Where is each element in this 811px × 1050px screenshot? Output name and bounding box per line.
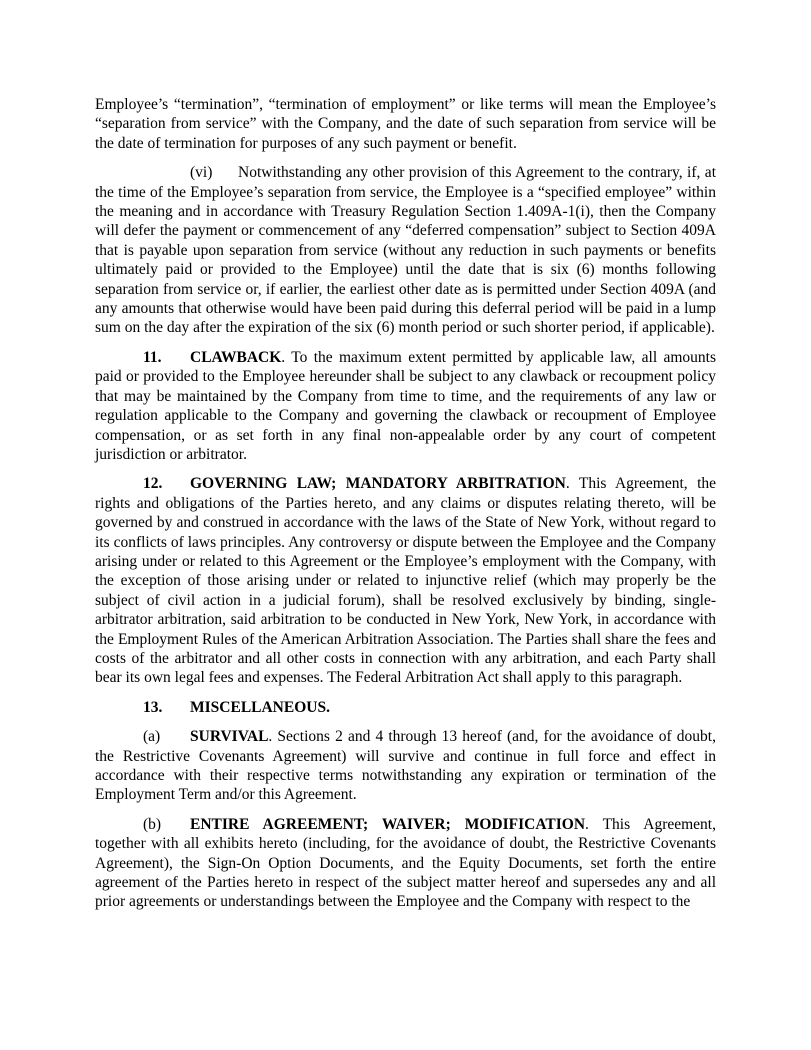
clause-label: (vi)	[190, 164, 213, 182]
subsection-heading: SURVIVAL	[190, 728, 269, 746]
subsection-a-survival	[95, 727, 716, 805]
paragraph-text: . To the maximum extent permitted by applicable law, all amounts paid or provided to the Employee hereunder shall be subject to any clawback or recoupment policy that may be maintained by the Company from time to time, and the requirements of any law or regulation applicable to the Company and governing the clawback or recoupment of Employee compensation, or as set forth in any final non-appealable order by any court of competent jurisdiction or arbitrator.	[95, 348, 716, 463]
clause-label: (b)	[143, 815, 162, 833]
paragraph-text: Employee’s “termination”, “termination of employment” or like terms will mean the Employee’s “separation from service” with the Company, and the date of such separation from service will be the date of termination for purposes of any such payment or benefit.	[95, 96, 716, 152]
section-number: 13.	[143, 698, 163, 716]
section-number: 12.	[143, 475, 163, 493]
paragraph-text: . Sections 2 and 4 through 13 hereof (and, for the avoidance of doubt, the Restrictive Covenants Agreement) will survive and continue in full force and effect in accordance with their respective terms notwithstanding any expiration or termination of the Employment Term and/or this Agreement.	[95, 728, 716, 804]
paragraph-text: Notwithstanding any other provision of this Agreement to the contrary, if, at the time of the Employee’s separation from service, the Employee is a “specified employee” within the meaning and in accordance with Treasury Regulation Section 1.409A-1(i), then the Company will defer the payment or commencement of any “deferred compensation” subject to Section 409A that is payable upon separation from service (without any reduction in such payments or benefits ultimately paid or provided to the Employee) until the date that is six (6) months following separation from service or, if earlier, the earliest other date as is permitted under Section 409A (and any amounts that otherwise would have been paid during this deferral period will be paid in a lump sum on the day after the expiration of the six (6) month period or such shorter period, if applicable).	[95, 164, 716, 337]
clause-label: (a)	[143, 728, 161, 746]
section-12-governing-law	[95, 474, 716, 687]
intro-paragraph	[95, 95, 716, 153]
section-number: 11.	[143, 348, 162, 366]
section-heading: GOVERNING LAW; MANDATORY ARBITRATION	[190, 475, 566, 493]
subsection-heading: ENTIRE AGREEMENT; WAIVER; MODIFICATION	[190, 815, 586, 833]
section-11-clawback	[95, 348, 716, 464]
paragraph-text: . This Agreement, the rights and obligations of the Parties hereto, and any claims or disputes relating thereto, will be governed by and construed in accordance with the laws of the State of New York, without regard to its conflicts of laws principles. Any controversy or dispute between the Employee and the Company arising under or related to this Agreement or the Employee’s employment with the Company, with the exception of those arising under or related to injunctive relief (which may properly be the subject of civil action in a judicial forum), shall be resolved exclusively by binding, single-arbitrator arbitration, said arbitration to be conducted in New York, New York, in accordance with the Employment Rules of the American Arbitration Association. The Parties shall share the fees and costs of the arbitrator and all other costs in connection with any arbitration, and each Party shall bear its own legal fees and expenses. The Federal Arbitration Act shall apply to this paragraph.	[95, 475, 717, 687]
section-heading: CLAWBACK	[190, 348, 282, 366]
section-heading: MISCELLANEOUS.	[190, 698, 330, 716]
section-13-miscellaneous	[95, 698, 716, 717]
subclause-vi	[95, 163, 716, 338]
paragraph-text: . This Agreement, together with all exhibits hereto (including, for the avoidance of doubt, the Restrictive Covenants Agreement), the Sign-On Option Documents, and the Equity Documents, set forth the entire agreement of the Parties hereto in respect of the subject matter hereof and supersedes any and all prior agreements or understandings between the Employee and the Company with respect to the	[95, 815, 716, 911]
subsection-b-entire-agreement	[95, 815, 716, 912]
